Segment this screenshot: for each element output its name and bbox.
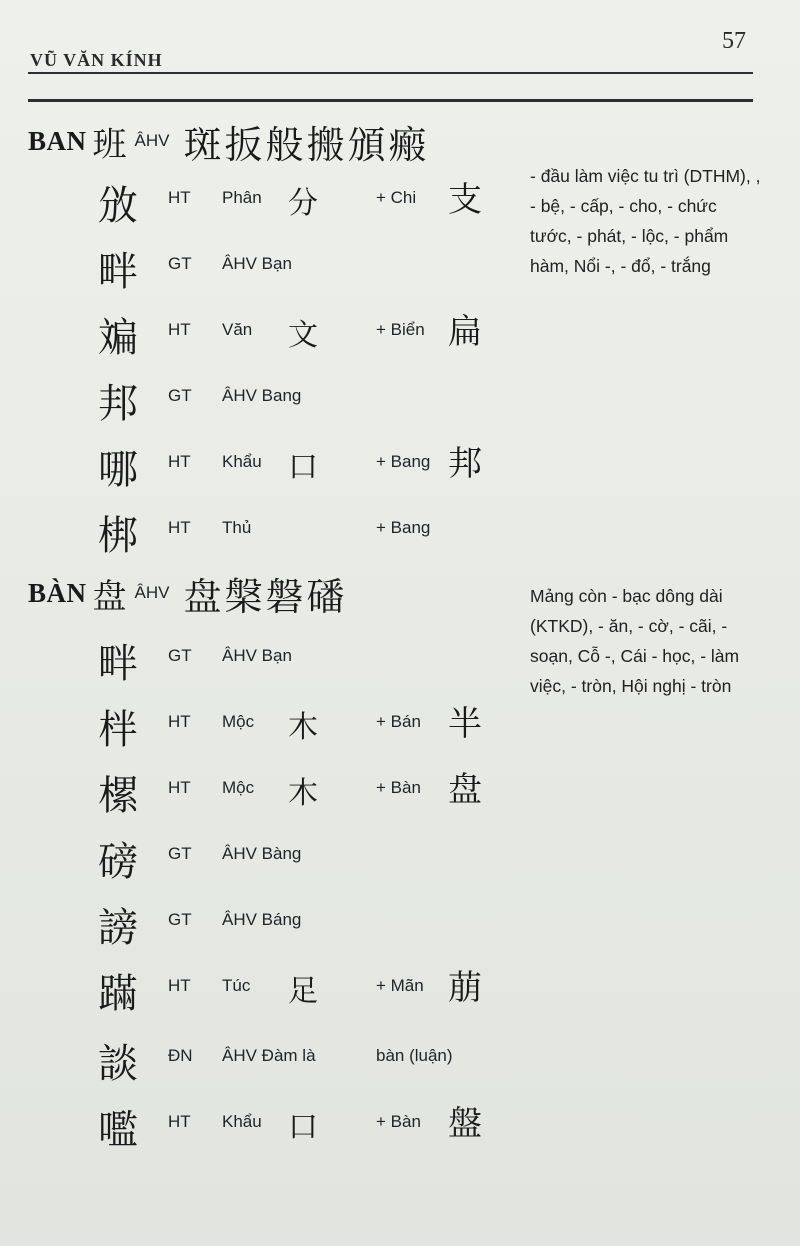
component-2: + Bàn bbox=[376, 778, 421, 797]
running-header-author: VŨ VĂN KÍNH bbox=[30, 50, 163, 70]
headword: BÀN bbox=[28, 577, 87, 608]
reading-tag: ÂHV bbox=[134, 583, 170, 602]
component-1: Mộc bbox=[222, 712, 255, 731]
variant-chars: 斑扳般搬頒瘢 bbox=[183, 122, 430, 167]
header-rule-thick bbox=[28, 99, 753, 102]
component-1-char: 木 bbox=[288, 710, 318, 745]
char-row bbox=[0, 894, 520, 954]
row-tag: GT bbox=[168, 910, 192, 929]
nom-char: 柈 bbox=[98, 707, 138, 753]
nom-char: 梆 bbox=[98, 513, 138, 559]
component-2: + Bàn bbox=[376, 1112, 421, 1131]
component-2-char: 支 bbox=[448, 180, 482, 220]
component-2: + Bang bbox=[376, 452, 431, 471]
char-row bbox=[0, 502, 520, 562]
component-2: + Bán bbox=[376, 712, 421, 731]
row-tag: HT bbox=[168, 518, 191, 537]
row-tag: GT bbox=[168, 254, 192, 273]
char-row bbox=[0, 304, 520, 364]
entry-heading-ban bbox=[28, 116, 430, 166]
row-tag: HT bbox=[168, 320, 191, 339]
nom-char: 攽 bbox=[98, 183, 138, 229]
char-row bbox=[0, 436, 520, 496]
entry-heading-ban-2 bbox=[28, 568, 348, 618]
nom-char: 蹣 bbox=[98, 971, 138, 1017]
char-row bbox=[0, 762, 520, 822]
entry-meaning-ban: - đầu làm việc tu trì (DTHM), , - bệ, - cấp, - cho, - chức tước, - phát, - lộc, - phẩm hàm, Nổi -, - đổ, - trắng bbox=[530, 166, 761, 276]
nom-char: 樏 bbox=[98, 773, 138, 819]
row-tag: HT bbox=[168, 976, 191, 995]
char-row bbox=[0, 1030, 520, 1090]
nom-char: 哪 bbox=[98, 447, 138, 493]
row-tag: HT bbox=[168, 452, 191, 471]
nom-char: 邦 bbox=[98, 381, 138, 427]
char-row bbox=[0, 238, 520, 298]
nom-char: 斒 bbox=[98, 315, 138, 361]
component-1: Khẩu bbox=[222, 1112, 262, 1131]
headword: BAN bbox=[28, 125, 87, 156]
char-row bbox=[0, 828, 520, 888]
nom-char: 畔 bbox=[98, 249, 138, 295]
row-tag: GT bbox=[168, 386, 192, 405]
component-1-char: 口 bbox=[288, 450, 318, 485]
component-2-char: 萠 bbox=[448, 968, 482, 1008]
nom-char: 嚂 bbox=[98, 1107, 138, 1153]
header-rule bbox=[28, 72, 753, 74]
entry-meaning-ban-2: Mảng còn - bạc dông dài (KTKD), - ăn, - cờ, - cãi, - soạn, Cỗ -, Cái - học, - làm việc, - tròn, Hội nghị - tròn bbox=[530, 586, 740, 696]
component-1-char: 足 bbox=[288, 974, 318, 1009]
component-1: ÂHV Bạn bbox=[222, 254, 292, 273]
component-1: ÂHV Bạn bbox=[222, 646, 292, 665]
component-1: Văn bbox=[222, 320, 253, 339]
component-1-char: 分 bbox=[288, 186, 318, 221]
row-tag: HT bbox=[168, 1112, 191, 1131]
component-1: Thủ bbox=[222, 518, 252, 537]
component-2-char: 邦 bbox=[448, 444, 482, 484]
reading-tag: ÂHV bbox=[134, 131, 170, 150]
char-row bbox=[0, 370, 520, 430]
row-tag: GT bbox=[168, 844, 192, 863]
component-1: Phân bbox=[222, 188, 262, 207]
component-1-char: 文 bbox=[288, 318, 318, 353]
row-tag: HT bbox=[168, 712, 191, 731]
component-2-char: 盘 bbox=[448, 770, 482, 810]
component-1: Túc bbox=[222, 976, 251, 995]
component-1: ÂHV Bang bbox=[222, 386, 302, 405]
char-row bbox=[0, 1096, 520, 1156]
component-2-char: 盤 bbox=[448, 1104, 482, 1144]
char-row bbox=[0, 630, 520, 690]
variant-chars: 盘槃磐磻 bbox=[183, 574, 348, 619]
component-1: ÂHV Bàng bbox=[222, 844, 302, 863]
char-row bbox=[0, 696, 520, 756]
nom-char: 磅 bbox=[98, 839, 138, 885]
component-2-char: 半 bbox=[448, 704, 482, 744]
component-2: bàn (luận) bbox=[376, 1046, 453, 1065]
component-1: ÂHV Đàm là bbox=[222, 1046, 316, 1065]
component-2: + Biển bbox=[376, 320, 425, 339]
char-row bbox=[0, 172, 520, 232]
headword-char: 班 bbox=[92, 124, 127, 165]
nom-char: 畔 bbox=[98, 641, 138, 687]
component-1-char: 木 bbox=[288, 776, 318, 811]
component-1: Mộc bbox=[222, 778, 255, 797]
component-2-char: 扁 bbox=[448, 312, 482, 352]
component-2: + Bang bbox=[376, 518, 431, 537]
nom-char: 談 bbox=[98, 1041, 138, 1087]
row-tag: HT bbox=[168, 188, 191, 207]
component-2: + Mãn bbox=[376, 976, 424, 995]
component-1: ÂHV Báng bbox=[222, 910, 302, 929]
headword-char: 盘 bbox=[92, 576, 127, 617]
row-tag: HT bbox=[168, 778, 191, 797]
component-1-char: 口 bbox=[288, 1110, 318, 1145]
component-2: + Chi bbox=[376, 188, 417, 207]
row-tag: ĐN bbox=[168, 1046, 193, 1065]
row-tag: GT bbox=[168, 646, 192, 665]
component-1: Khẩu bbox=[222, 452, 262, 471]
page-number: 57 bbox=[722, 28, 746, 54]
nom-char: 謗 bbox=[98, 905, 138, 951]
char-row bbox=[0, 960, 520, 1020]
